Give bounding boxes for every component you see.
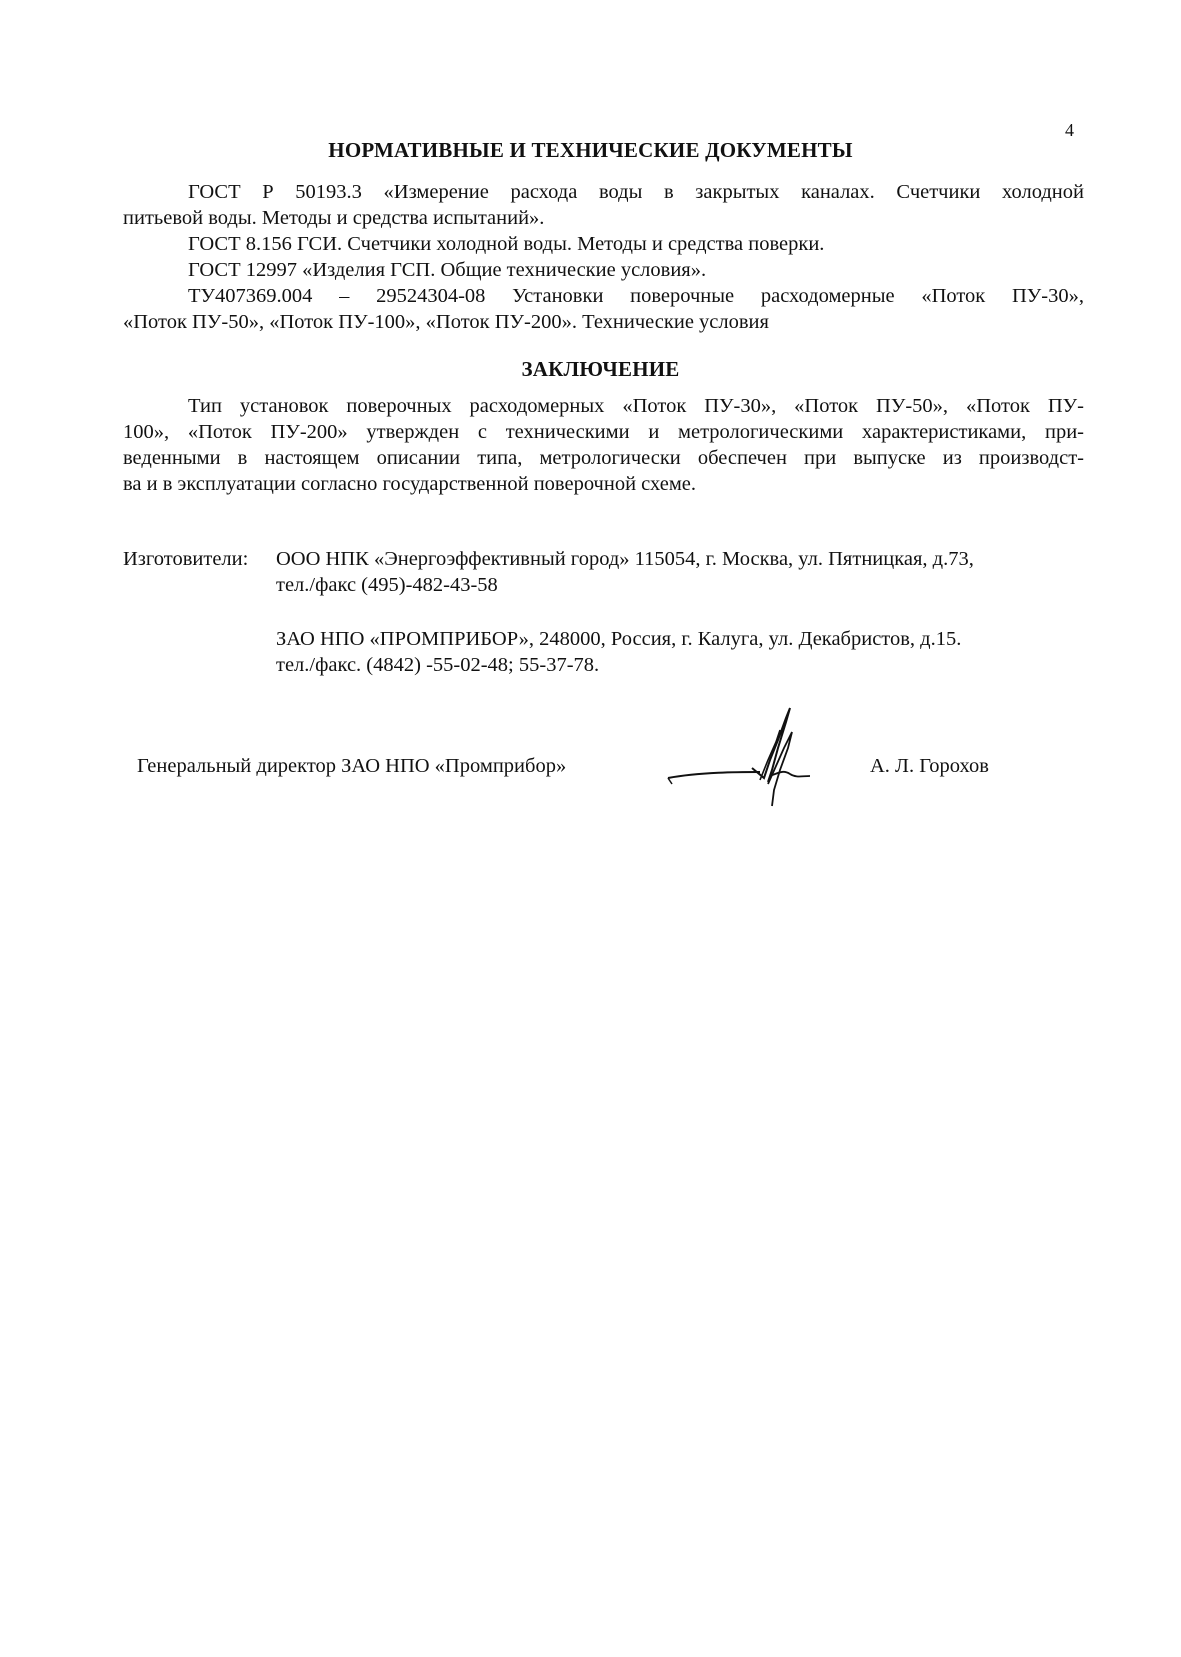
conclusion-line-2: 100», «Поток ПУ-200» утвержден с техническими и метрологическими характеристиками, при- <box>123 421 1084 443</box>
conclusion-line-1: Тип установок поверочных расходомерных «Поток ПУ-30», «Поток ПУ-50», «Поток ПУ- <box>188 395 1084 417</box>
page-number: 4 <box>1065 120 1074 140</box>
doc-item-1-line-1: ГОСТ Р 50193.3 «Измерение расхода воды в закрытых каналах. Счетчики холодной <box>188 181 1084 203</box>
documents-heading: НОРМАТИВНЫЕ И ТЕХНИЧЕСКИЕ ДОКУМЕНТЫ <box>328 138 853 162</box>
signatory-name: А. Л. Горохов <box>870 755 989 777</box>
signatory-position: Генеральный директор ЗАО НПО «Промприбор» <box>137 755 567 777</box>
signature-mark <box>660 700 830 810</box>
manufacturer-2-line-2: тел./факс. (4842) -55-02-48; 55-37-78. <box>276 654 600 676</box>
conclusion-line-4: ва и в эксплуатации согласно государственной поверочной схеме. <box>123 473 697 495</box>
doc-item-3: ГОСТ 12997 «Изделия ГСП. Общие технические условия». <box>188 259 707 281</box>
doc-item-1-line-2: питьевой воды. Методы и средства испытаний». <box>123 207 545 229</box>
doc-item-2: ГОСТ 8.156 ГСИ. Счетчики холодной воды. Методы и средства поверки. <box>188 233 825 255</box>
conclusion-heading: ЗАКЛЮЧЕНИЕ <box>521 357 680 381</box>
doc-item-4-line-1: ТУ407369.004 – 29524304-08 Установки поверочные расходомерные «Поток ПУ-30», <box>188 285 1084 307</box>
manufacturers-label: Изготовители: <box>123 548 249 570</box>
manufacturer-1-line-1: ООО НПК «Энергоэффективный город» 115054, г. Москва, ул. Пятницкая, д.73, <box>276 548 974 570</box>
conclusion-line-3: веденными в настоящем описании типа, метрологически обеспечен при выпуске из производст- <box>123 447 1084 469</box>
doc-item-4-line-2: «Поток ПУ-50», «Поток ПУ-100», «Поток ПУ-200». Технические условия <box>123 311 769 333</box>
manufacturer-1-line-2: тел./факс (495)-482-43-58 <box>276 574 498 596</box>
manufacturer-2-line-1: ЗАО НПО «ПРОМПРИБОР», 248000, Россия, г. Калуга, ул. Декабристов, д.15. <box>276 628 962 650</box>
